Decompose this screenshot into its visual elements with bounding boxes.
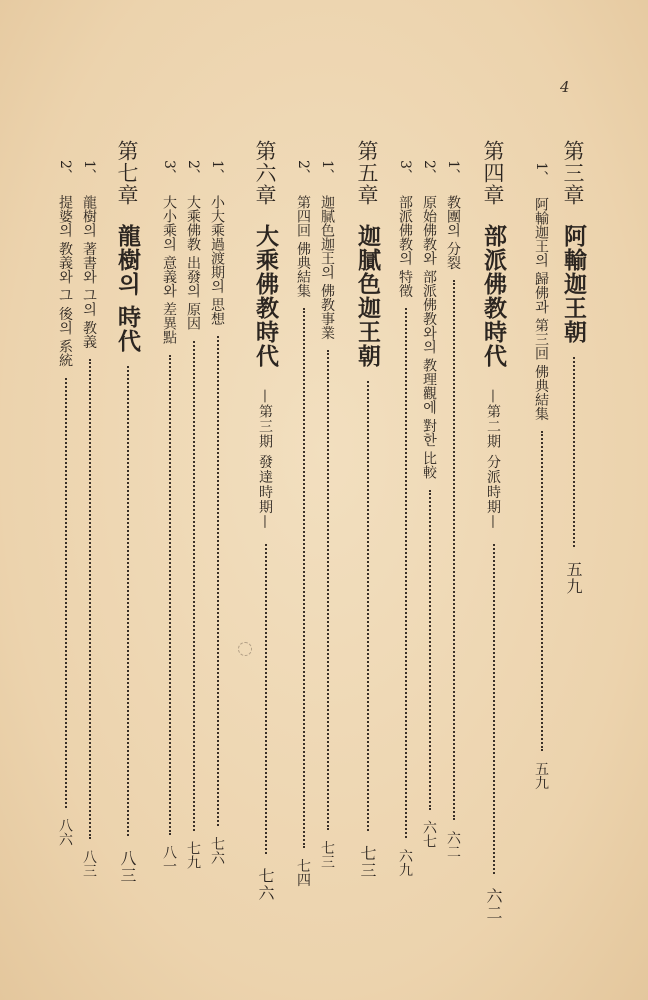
page-number: 4 <box>560 78 570 96</box>
dot-leader <box>64 378 67 808</box>
toc-item <box>320 160 334 869</box>
item-number: 2、 <box>57 160 73 183</box>
item-page: 八一 <box>161 845 177 874</box>
item-text: 教團의 分裂 <box>445 195 461 270</box>
toc-item <box>534 162 548 790</box>
item-page: 八三 <box>81 849 97 878</box>
item-page: 六七 <box>421 820 437 849</box>
dot-leader <box>88 359 91 839</box>
item-number: 3、 <box>397 160 413 183</box>
item-text: 原始佛教와 部派佛教와의 教理觀에 對한 比較 <box>421 195 437 480</box>
item-text: 小大乘過渡期의 思想 <box>209 195 225 326</box>
chapter-heading <box>562 140 585 595</box>
chapter-page: 七三 <box>358 845 377 880</box>
toc-item <box>210 160 224 865</box>
item-number: 1、 <box>445 160 461 183</box>
chapter-heading <box>116 140 139 884</box>
chapter-page: 七六 <box>256 867 275 902</box>
toc-item <box>446 160 460 859</box>
chapter-title: 大乘佛教時代 <box>252 223 279 368</box>
item-text: 迦膩色迦王의 佛教事業 <box>319 195 335 340</box>
dot-leader <box>428 490 431 810</box>
item-number: 1、 <box>533 162 549 185</box>
item-page: 七九 <box>185 841 201 870</box>
dot-leader <box>216 336 219 826</box>
item-text: 第四回 佛典結集 <box>295 195 311 298</box>
item-page: 八六 <box>57 818 73 847</box>
chapter-number: 第五章 <box>355 140 379 206</box>
item-text: 提婆의 教義와 그 後의 系統 <box>57 195 73 368</box>
toc-item <box>398 160 412 877</box>
item-number: 2、 <box>185 160 201 183</box>
item-page: 七三 <box>319 840 335 869</box>
item-page: 五九 <box>533 761 549 790</box>
item-page: 六二 <box>445 830 461 859</box>
item-text: 部派佛教의 特徵 <box>397 195 413 298</box>
chapter-title: 阿輸迦王朝 <box>560 223 587 344</box>
dot-leader <box>168 355 171 835</box>
dot-leader <box>126 366 129 836</box>
item-text: 阿輸迦王의 歸佛과 第三回 佛典結集 <box>533 197 549 421</box>
item-number: 2、 <box>295 160 311 183</box>
chapter-heading <box>482 140 505 921</box>
item-number: 2、 <box>421 160 437 183</box>
dot-leader <box>366 381 369 831</box>
dot-leader <box>492 544 495 874</box>
item-text: 大乘佛教 出發의 原因 <box>185 195 201 331</box>
toc-item <box>186 160 200 869</box>
toc-item <box>58 160 72 846</box>
dot-leader <box>302 308 305 848</box>
dot-leader <box>264 544 267 854</box>
chapter-title: 迦膩色迦王朝 <box>354 223 381 368</box>
item-page: 七四 <box>295 858 311 887</box>
chapter-title: 部派佛教時代 <box>480 223 507 368</box>
item-page: 七六 <box>209 836 225 865</box>
chapter-heading <box>254 140 277 901</box>
toc-item <box>422 160 436 848</box>
dot-leader <box>540 431 543 751</box>
item-number: 3、 <box>161 160 177 183</box>
dot-leader <box>326 350 329 830</box>
chapter-title: 龍樹의 時代 <box>114 223 141 353</box>
item-number: 1、 <box>81 160 97 183</box>
item-page: 六九 <box>397 848 413 877</box>
chapter-page: 八三 <box>118 850 137 885</box>
item-text: 大小乘의 意義와 差異點 <box>161 195 177 345</box>
chapter-page: 五九 <box>564 561 583 596</box>
item-text: 龍樹의 著書와 그의 教義 <box>81 195 97 349</box>
toc-item <box>162 160 176 873</box>
chapter-number: 第六章 <box>253 140 277 206</box>
dot-leader <box>452 280 455 820</box>
toc-item <box>296 160 310 887</box>
item-number: 1、 <box>319 160 335 183</box>
chapter-number: 第三章 <box>561 140 585 206</box>
dot-leader <box>404 308 407 838</box>
chapter-subtitle: —第二期 分派時期— <box>485 389 501 530</box>
item-number: 1、 <box>209 160 225 183</box>
dot-leader <box>192 341 195 831</box>
chapter-number: 第四章 <box>481 140 505 206</box>
chapter-number: 第七章 <box>115 140 139 206</box>
chapter-subtitle: —第三期 發達時期— <box>257 389 273 530</box>
chapter-page: 六二 <box>484 887 503 922</box>
stamp-mark <box>238 642 252 656</box>
chapter-heading <box>356 140 379 879</box>
toc-item <box>82 160 96 878</box>
dot-leader <box>572 357 575 547</box>
